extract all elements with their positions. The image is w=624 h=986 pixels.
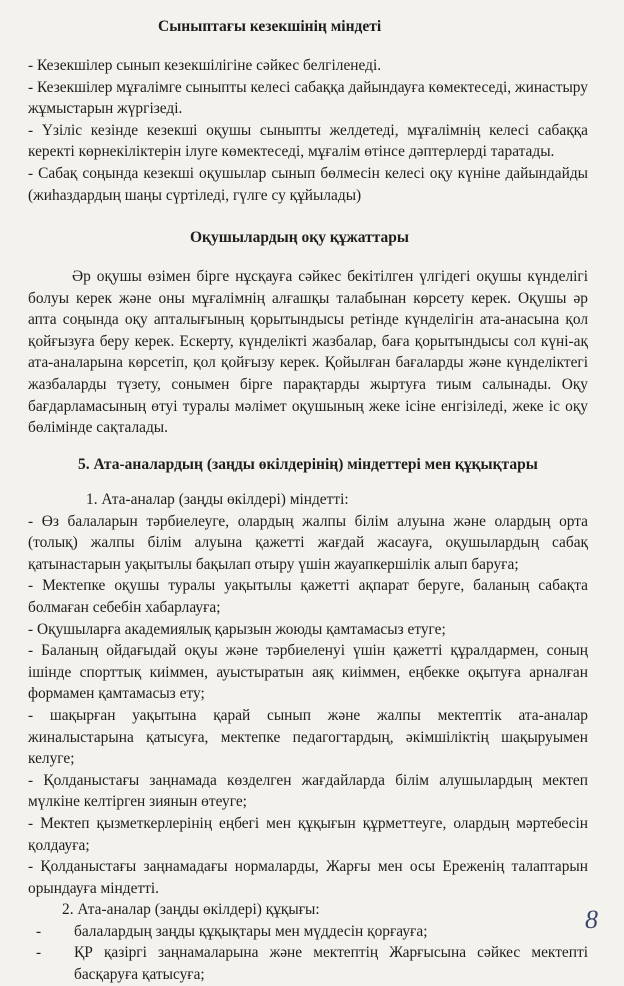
list-item: - Сабақ соңында кезекші оқушылар сынып бөлмесін келесі оқу күніне дайындайды (жиһаздардың шаңы сүртіледі, гүлге су құйылады) — [28, 164, 588, 204]
section-parents — [28, 489, 588, 986]
list-item: - Кезекшілер сынып кезекшілігіне сәйкес белгіленеді. — [28, 57, 382, 74]
list-dash: - — [36, 944, 42, 962]
list-item: - Үзіліс кезінде кезекші оқушы сыныпты желдетеді, мұғалімнің келесі сабаққа керекті көрнекіліктерін ілуге көмектеседі, мұғалім өтінсе дәптерлерді таратады. — [28, 121, 588, 161]
list-item: - Баланың ойдағыдай оқуы және тәрбиеленуі үшін қажетті құралдармен, соның ішінде спорттық киіммен, ауыстыратын аяқ киіммен, еңбекке оқытуға арналған формамен қамтамасыз ету; — [28, 642, 588, 703]
list-dash: - — [36, 922, 42, 940]
subsection-title-rights: 2. Ата-аналар (заңды өкілдері) құқығы: — [62, 901, 320, 919]
list-item-text: балалардың заңды құқықтары мен мүддесін қорғауға; — [74, 922, 428, 940]
list-item-text: ҚР қазіргі заңнамаларына және мектептің Жарғысына сәйкес мектепті басқаруға қатысуға; — [74, 944, 588, 984]
paragraph: Әр оқушы өзімен бірге нұсқауға сәйкес бекітілген үлгідегі оқушы күнделігі болуы керек және оны мұғалімнің алғашқы талабынан көрсету керек. Оқушы әр апта соңында оқу апталығының қорытындысы ретінде күнделігін ата-анасына қол қойғызуға беру керек. Ескерту, күнделікті жазбалар, баға қорытындысы сол күні-ақ ата-аналарына көрсетіп, қол қойғызу керек. Қойылған бағаларды және күнделіктегі жазбаларды түзету, сонымен бірге парақтарды жыртуға тиым салынады. Оқу бағдарламасының өтуі туралы мәлімет оқушының жеке ісіне енгізіледі, жеке іс оқу бөлімінде сақталады. — [28, 268, 588, 437]
heading-duty-officer: Сыныптағы кезекшінің міндеті — [158, 18, 382, 35]
heading-parents-duties-rights: 5. Ата-аналардың (заңды өкілдерінің) міндеттері мен құқықтары — [78, 456, 538, 473]
list-item: - Өз балаларын тәрбиелеуге, олардың жалпы білім алуына және олардың орта (толық) жалпы білім алуына қажетті жағдай жасауға, оқушылардың сабақ қатынастарын уақытылы бақылап отыру үшін жауапкершілік алып баруға; — [28, 512, 588, 573]
list-item: - шақырған уақытына қарай сынып және жалпы мектептік ата-аналар жиналыстарына қатысуға, мектепке педагогтардың, әкімшіліктің шақыруымен келуге; — [28, 706, 588, 768]
list-item — [28, 921, 588, 943]
list-item: - Мектепке оқушы туралы уақытылы қажетті ақпарат беруге, баланың сабақта болмаған себебін хабарлауға; — [28, 577, 588, 616]
list-item — [28, 942, 588, 985]
page-number: 8 — [585, 905, 598, 934]
subsection-title-duties: 1. Ата-аналар (заңды өкілдері) міндетті: — [86, 491, 349, 508]
list-item: - Қолданыстағы заңнамадағы нормаларды, Жарғы мен осы Ереженің талаптарын орындауға міндетті. — [28, 858, 588, 897]
list-item: - Мектеп қызметкерлерінің еңбегі мен құқығын құрметтеуге, олардың мәртебесін қолдауға; — [28, 814, 588, 854]
heading-study-documents: Оқушылардың оқу құжаттары — [190, 229, 409, 246]
list-item: - Кезекшілер мұғалімге сыныпты келесі сабаққа дайындауға көмектеседі, жинастыру жұмыстарын жүргізеді. — [28, 78, 588, 118]
section-duty-list — [28, 55, 588, 206]
list-item: - Қолданыстағы заңнамада көзделген жағдайларда білім алушылардың мектеп мүлкіне келтірген зиянын өтеуге; — [28, 771, 588, 811]
section-study-documents — [28, 266, 588, 439]
list-item: - Оқушыларға академиялық қарызын жоюды қамтамасыз етуге; — [28, 620, 446, 638]
